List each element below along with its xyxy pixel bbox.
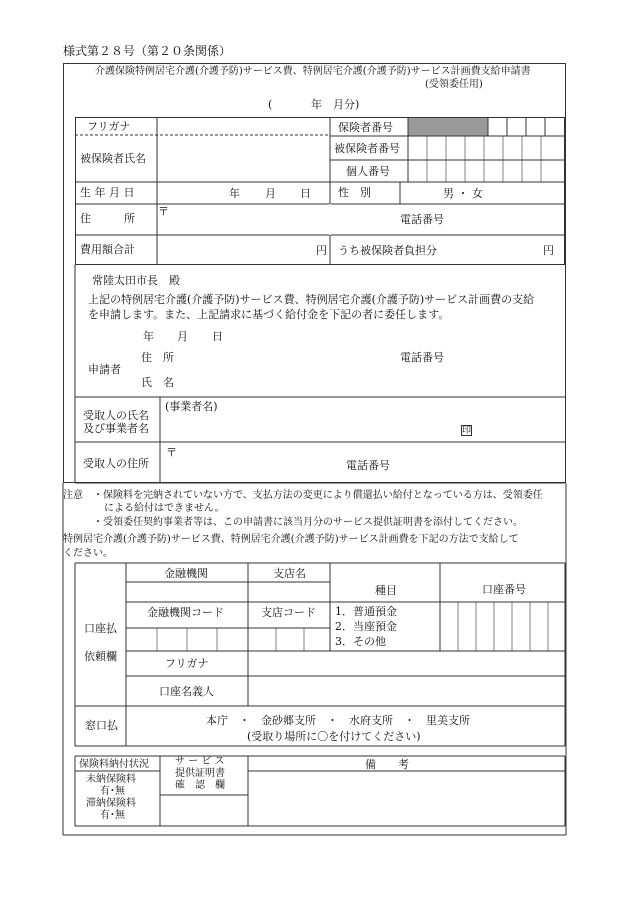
addressee: 常陸太田市長 殿: [92, 274, 180, 287]
counter-places: 本庁 ・ 金砂郷支所 ・ 水府支所 ・ 里美支所: [206, 714, 470, 727]
institution-label: 金融機関: [164, 567, 208, 580]
unpaid-options: 有･無: [100, 786, 125, 797]
copay-label: うち被保険者負担分: [338, 244, 437, 257]
type-option-1: 1．普通預金: [335, 605, 397, 618]
furigana-label: フリガナ: [87, 120, 131, 133]
gender-options: 男 ・ 女: [443, 187, 483, 200]
insured-no-label: 被保険者番号: [334, 142, 400, 155]
form-title: 介護保険特例居宅介護(介護予防)サービス費、特例居宅介護(介護予防)サービス計画費支給申請書: [95, 66, 531, 77]
declaration-text-2: を申請します。また、上記請求に基づく給付金を下記の者に委任します。: [88, 308, 450, 321]
copay-yen: 円: [543, 244, 554, 257]
holder-label: 口座名義人: [159, 685, 214, 698]
birthdate-label: 生 年 月 日: [80, 186, 135, 199]
month-year: 年: [311, 98, 322, 111]
service-cert-label-3: 確 認 欄: [175, 780, 225, 791]
form-subtitle: (受領委任用): [425, 79, 483, 90]
month-open: (: [268, 98, 273, 111]
bank-furigana-label: フリガナ: [165, 657, 209, 670]
recipient-name-label-1: 受取人の氏名: [83, 409, 149, 422]
arrears-label: 滞納保険料: [86, 798, 136, 809]
unpaid-label: 未納保険料: [86, 774, 136, 785]
payment-text-2: ください。: [63, 548, 113, 559]
branch-label: 支店名: [273, 567, 306, 580]
premium-status-label: 保険料納付状況: [79, 759, 149, 770]
arrears-options: 有･無: [100, 810, 125, 821]
payment-text-1: 特例居宅介護(介護予防)サービス費、特例居宅介護(介護予防)サービス計画費を下記の方法で支給して: [63, 534, 519, 545]
gender-label: 性 別: [338, 186, 371, 199]
personal-no-label: 個人番号: [346, 165, 390, 178]
applicant-address-label: 住 所: [141, 351, 174, 364]
business-name-label: (事業者名): [165, 400, 218, 413]
inst-code-label: 金融機関コード: [147, 606, 224, 619]
note-1a: ・保険料を完納されていない方で、支払方法の変更により償還払い給付となっている方は、受領委任: [93, 490, 543, 501]
counter-label: 窓口払: [85, 719, 118, 732]
applicant-name-label: 氏 名: [141, 376, 174, 389]
month-month: 月分): [333, 98, 360, 111]
applicant-label: 申請者: [88, 363, 121, 376]
address-label: 住 所: [80, 212, 135, 225]
recipient-name-label-2: 及び事業者名: [83, 422, 149, 435]
service-cert-label-1: サ ー ビ ス: [175, 756, 225, 767]
total-cost-yen: 円: [316, 244, 327, 257]
account-no-label: 口座番号: [482, 583, 526, 596]
applicant-phone-label: 電話番号: [400, 351, 444, 364]
seal-mark: 印: [462, 426, 472, 436]
date-day: 日: [212, 330, 223, 343]
bd-month: 月: [265, 187, 276, 200]
form-number: 様式第２８号（第２０条関係）: [63, 44, 232, 58]
declaration-text-1: 上記の特例居宅介護(介護予防)サービス費、特例居宅介護(介護予防)サービス計画費の支給: [88, 293, 535, 306]
recipient-phone-label: 電話番号: [346, 459, 390, 472]
bank-section-label-1: 口座払: [84, 622, 117, 635]
remarks-label: 備 考: [365, 758, 409, 771]
bank-section-label-2: 依頼欄: [84, 650, 117, 663]
counter-instruction: (受取り場所に〇を付けてください): [247, 730, 421, 743]
recipient-postal-mark: 〒: [166, 446, 177, 459]
postal-mark: 〒: [158, 205, 169, 218]
insured-name-label: 被保険者氏名: [80, 152, 146, 165]
type-label: 種目: [375, 584, 397, 597]
note-1b: による給付はできません。: [104, 503, 225, 514]
date-month: 月: [177, 330, 188, 343]
note-2: ・受領委任契約事業者等は、この申請書に該当月分のサービス提供証明書を添付してください。: [93, 517, 523, 528]
branch-code-label: 支店コード: [261, 606, 316, 619]
notes-head: 注意: [63, 490, 83, 501]
type-option-2: 2．当座預金: [335, 620, 397, 633]
recipient-address-label: 受取人の住所: [83, 457, 149, 470]
date-year: 年: [143, 330, 154, 343]
bd-day: 日: [300, 187, 311, 200]
bd-year: 年: [229, 187, 240, 200]
service-cert-label-2: 提供証明書: [175, 768, 225, 779]
total-cost-label: 費用額合計: [80, 243, 135, 256]
type-option-3: 3．その他: [335, 635, 386, 648]
insurer-no-label: 保険者番号: [338, 121, 393, 134]
phone-label: 電話番号: [400, 213, 444, 226]
